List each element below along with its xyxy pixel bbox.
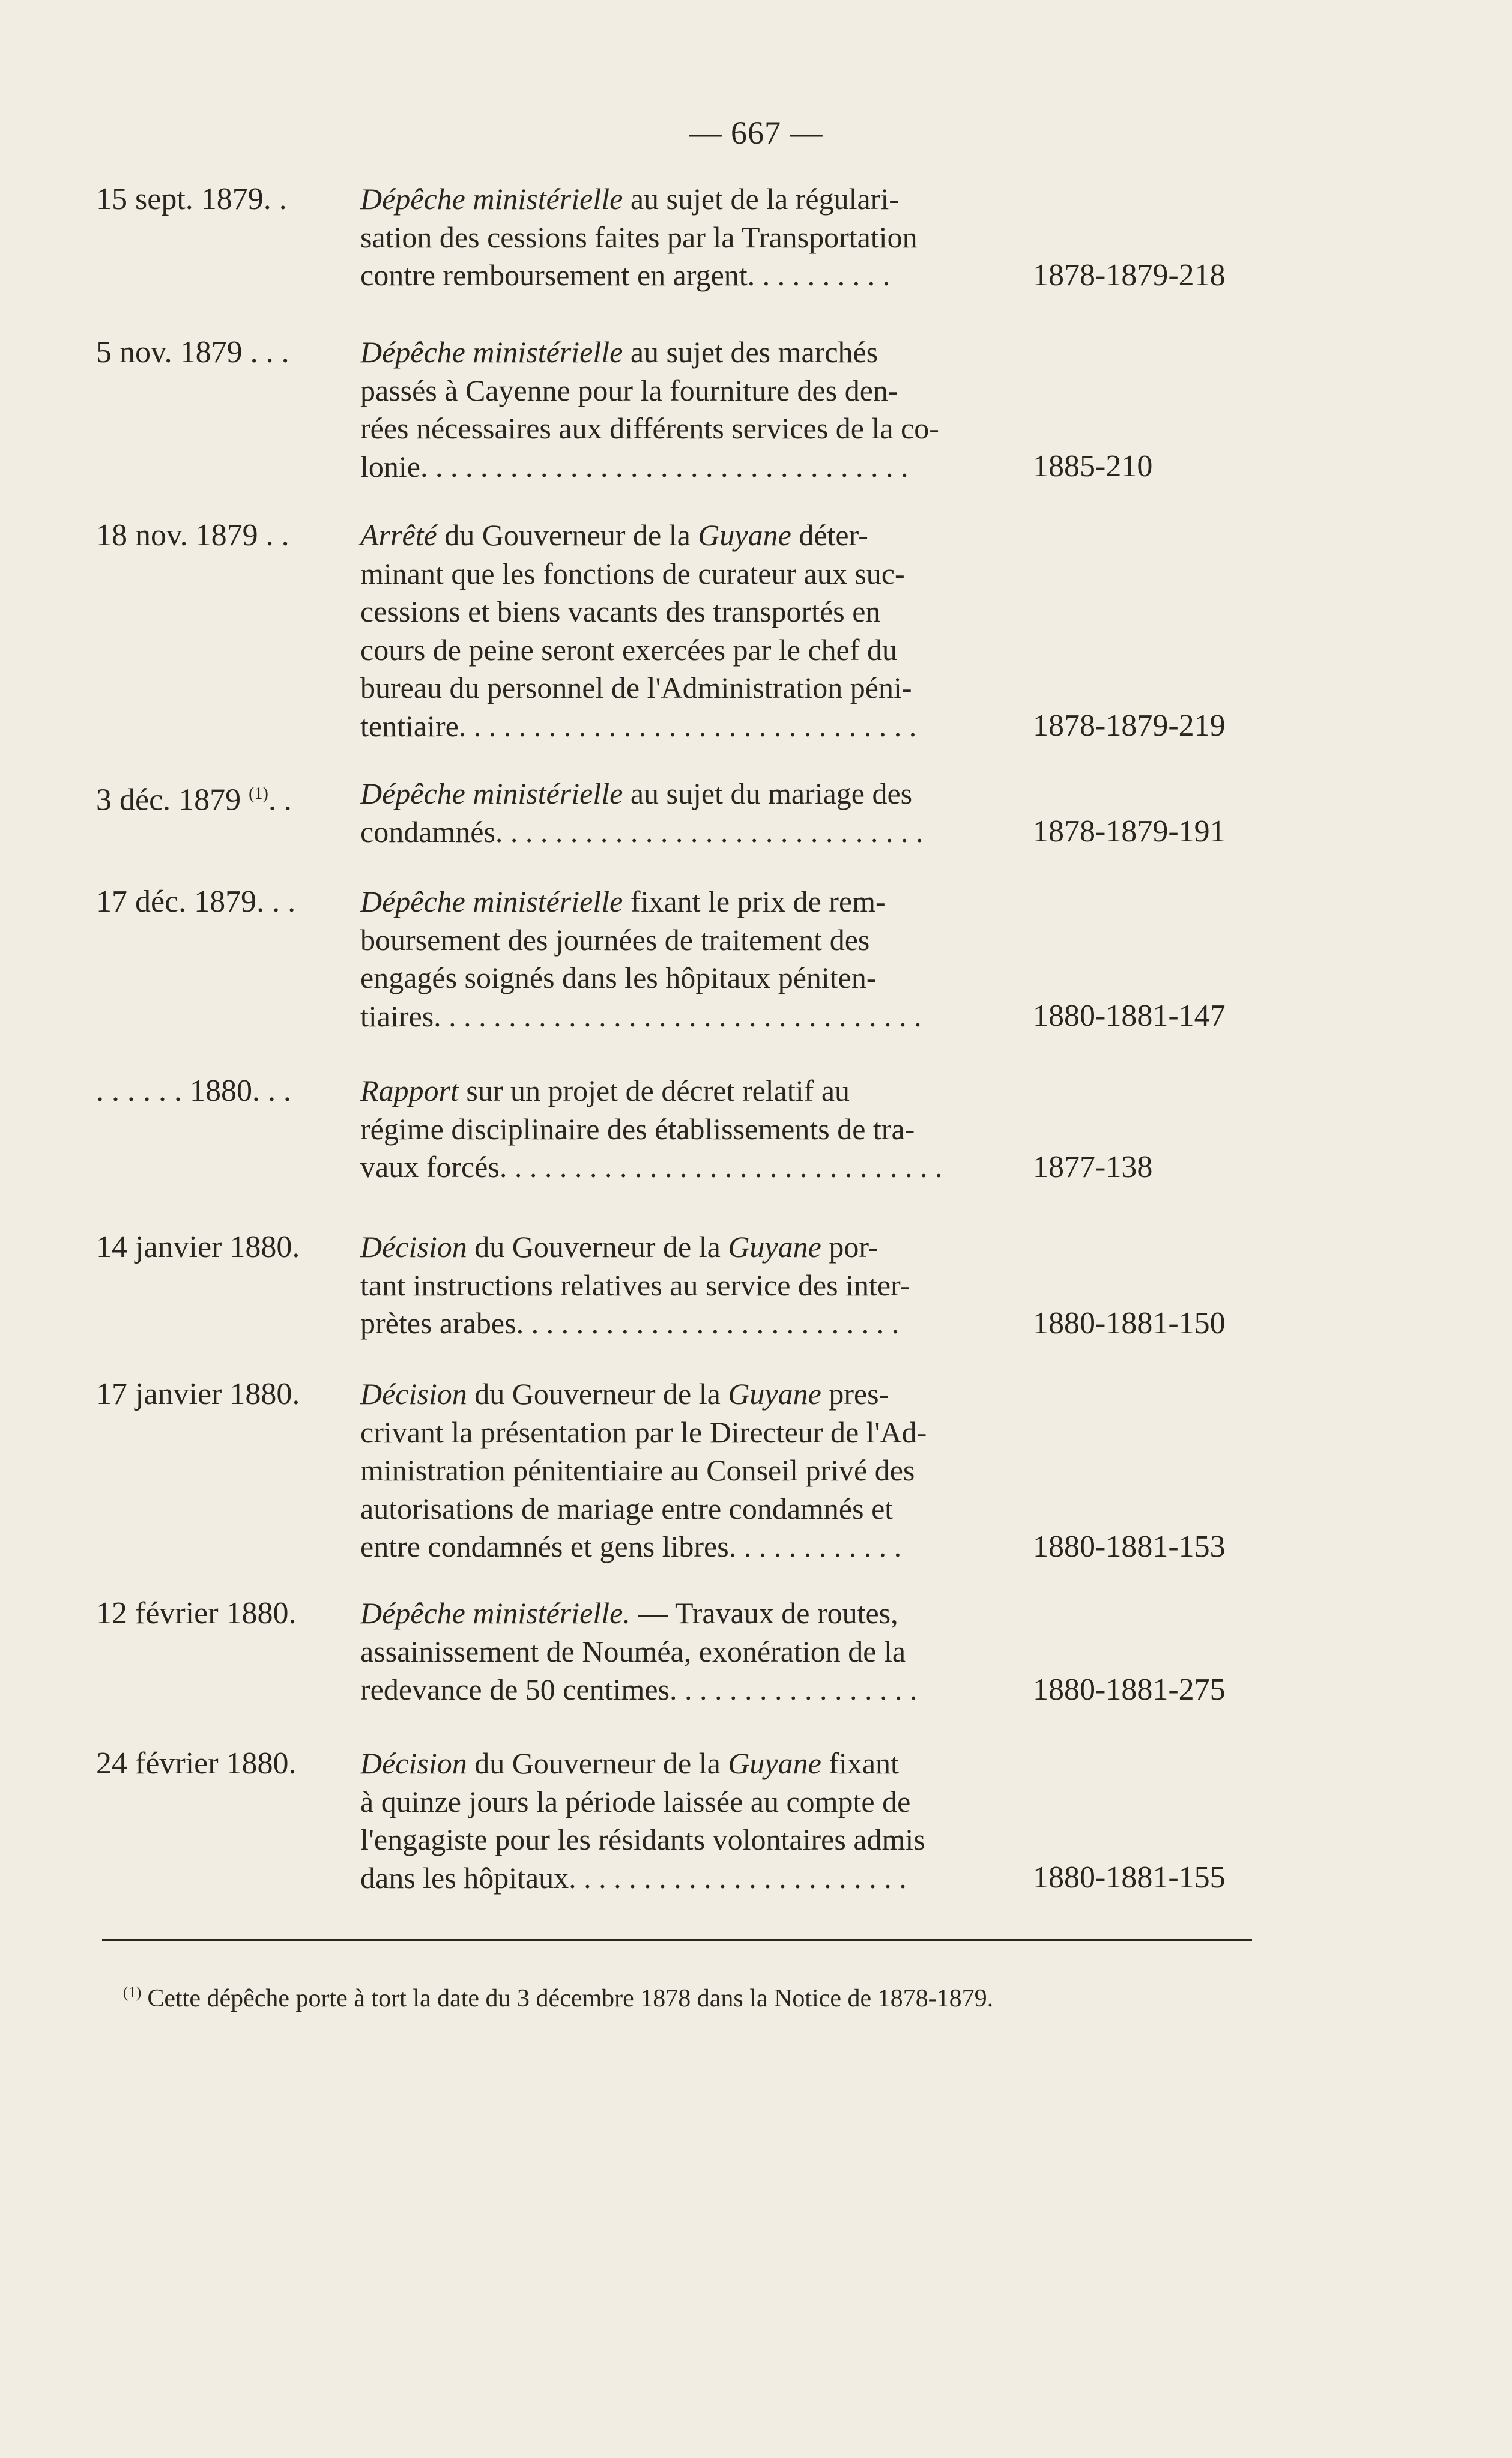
entry-reference: 1878-1879-191 [1033, 814, 1226, 849]
entry-place: Guyane [728, 1230, 821, 1264]
entry-type: Dépêche ministérielle [360, 182, 623, 216]
entry-type: Décision [360, 1377, 467, 1411]
entry-type: Rapport [360, 1074, 459, 1107]
entry-date: 15 sept. 1879. . [96, 182, 287, 216]
entry-description: Décision du Gouverneur de la Guyane fixant à quinze jours la période laissée au compte de l'engagiste pour les résidants volontaires admis dans les hôpitaux. . . . . . . . . . . . . . . . . . . . . . . [360, 1746, 925, 1895]
entry-description: Décision du Gouverneur de la Guyane pres- crivant la présentation par le Directeur de l'Ad- ministration pénitentiaire au Conseil privé des autorisations de mariage entre condamnés et entre condamnés et gens libres. . . . . . . . . . . . [360, 1377, 927, 1563]
entry-description: Dépêche ministérielle au sujet des marchés passés à Cayenne pour la fourniture des den- rées nécessaires aux différents services de la co- lonie. . . . . . . . . . . . . . . . . . . . . . . . . . . . . . . . . [360, 335, 939, 483]
footnote [123, 1976, 1264, 2015]
entry-type: Dépêche ministérielle [360, 885, 623, 918]
entry-place: Guyane [728, 1746, 821, 1780]
footnote-marker: (1) [249, 784, 268, 803]
entry-description: Décision du Gouverneur de la Guyane por- tant instructions relatives au service des inter- prètes arabes. . . . . . . . . . . . . . . . . . . . . . . . . . [360, 1230, 910, 1340]
entry-date: 5 nov. 1879 . . . [96, 335, 289, 369]
page-number: — 667 — [689, 115, 823, 151]
entry-description: Dépêche ministérielle fixant le prix de rem- boursement des journées de traitement des engagés soignés dans les hôpitaux péniten- tiaires. . . . . . . . . . . . . . . . . . . . . . . . . . . . . . . . . [360, 885, 922, 1033]
entry-date: 17 déc. 1879. . . [96, 885, 296, 919]
entry-description: Dépêche ministérielle au sujet de la régulari- sation des cessions faites par la Transportation contre remboursement en argent. . . . . . . . . . [360, 182, 918, 292]
entry-place: Guyane [728, 1377, 821, 1411]
entry-date: 14 janvier 1880. [96, 1230, 300, 1264]
entry-description: Dépêche ministérielle. — Travaux de routes, assainissement de Nouméa, exonération de la redevance de 50 centimes. . . . . . . . . . . . . . . . . [360, 1596, 918, 1706]
entry-date: 24 février 1880. [96, 1746, 297, 1781]
entry-description: Arrêté du Gouverneur de la Guyane déter- minant que les fonctions de curateur aux suc- cessions et biens vacants des transportés en cours de peine seront exercées par le chef du bureau du personnel de l'Administration péni- tentiaire. . . . . . . . . . . . . . . . . . . . . . . . . . . . . . . [360, 518, 917, 743]
footnote-marker: (1) [123, 1984, 142, 2001]
entry-date: 18 nov. 1879 . . [96, 518, 289, 552]
footnote-text: Cette dépêche porte à tort la date du 3 décembre 1878 dans la Notice de 1878-1879. [147, 1985, 994, 2012]
entry-type: Dépêche ministérielle [360, 776, 623, 810]
entry-description: Rapport sur un projet de décret relatif au régime disciplinaire des établissements de tra- vaux forcés. . . . . . . . . . . . . . . . . . . . . . . . . . . . . . [360, 1074, 943, 1184]
entry-type: Décision [360, 1230, 467, 1264]
entry-type: Dépêche ministérielle [360, 335, 623, 369]
entry-reference: 1880-1881-150 [1033, 1306, 1226, 1340]
entry-reference: 1878-1879-218 [1033, 258, 1226, 292]
entry-reference: 1878-1879-219 [1033, 709, 1226, 743]
entry-type: Arrêté [360, 518, 437, 552]
entry-place: Guyane [698, 518, 791, 552]
entry-date: . . . . . . 1880. . . [96, 1074, 291, 1108]
entry-description: Dépêche ministérielle au sujet du mariage des condamnés. . . . . . . . . . . . . . . . . . . . . . . . . . . . . [360, 776, 924, 849]
entry-type: Dépêche ministérielle. [360, 1596, 631, 1630]
entry-date: 3 déc. 1879 $^{(1)}$. . [96, 783, 292, 817]
footnote-rule [102, 1939, 1252, 1941]
entry-reference: 1880-1881-147 [1033, 999, 1226, 1033]
entry-date: 17 janvier 1880. [96, 1377, 300, 1411]
entry-reference: 1880-1881-155 [1033, 1860, 1226, 1895]
entry-reference: 1877-138 [1033, 1150, 1153, 1184]
entry-reference: 1880-1881-153 [1033, 1530, 1226, 1564]
entry-type: Décision [360, 1746, 467, 1780]
entry-date: 12 février 1880. [96, 1596, 297, 1630]
entry-reference: 1880-1881-275 [1033, 1672, 1226, 1707]
entry-reference: 1885-210 [1033, 449, 1153, 483]
